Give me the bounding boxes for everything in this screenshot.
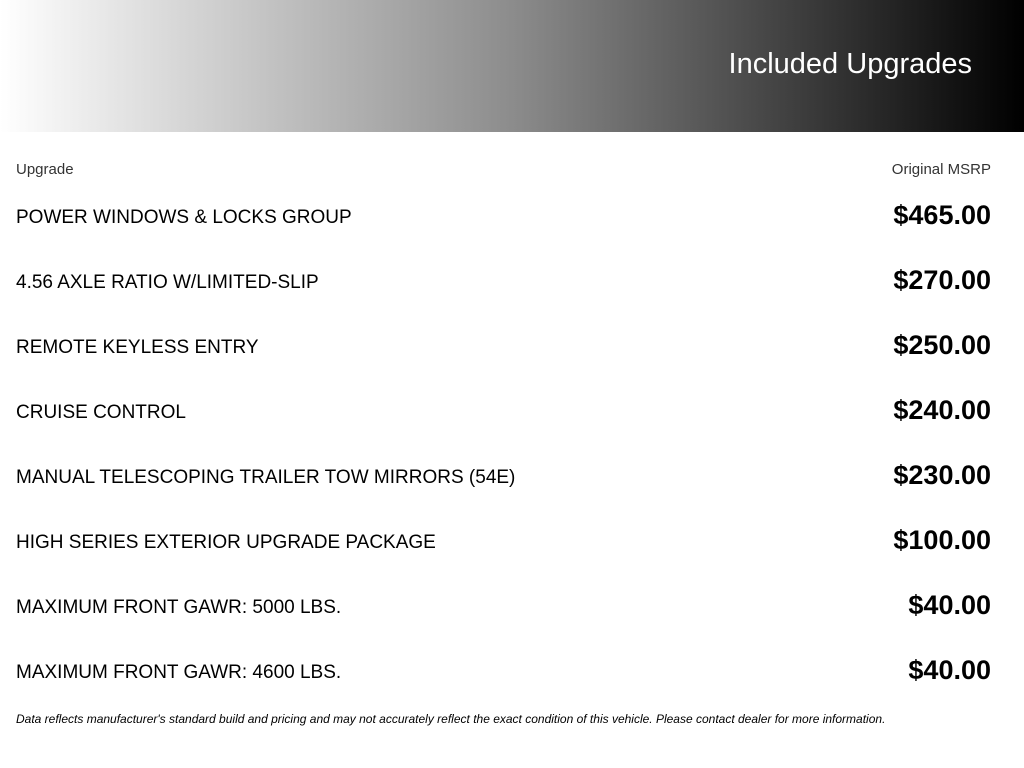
upgrade-name: REMOTE KEYLESS ENTRY <box>16 337 259 358</box>
upgrade-price: $240.00 <box>893 395 991 425</box>
list-item <box>0 445 1024 510</box>
upgrade-name: POWER WINDOWS & LOCKS GROUP <box>16 207 352 228</box>
upgrade-name: MAXIMUM FRONT GAWR: 4600 LBS. <box>16 662 342 683</box>
upgrade-price: $100.00 <box>893 525 991 555</box>
list-item <box>0 315 1024 380</box>
upgrade-name: 4.56 AXLE RATIO W/LIMITED-SLIP <box>16 272 319 293</box>
header-banner <box>0 0 1024 132</box>
upgrade-price: $40.00 <box>908 655 991 685</box>
upgrade-name: MANUAL TELESCOPING TRAILER TOW MIRRORS (54E) <box>16 467 516 488</box>
page-title: Included Upgrades <box>728 48 972 80</box>
upgrade-price: $270.00 <box>893 265 991 295</box>
upgrade-name: CRUISE CONTROL <box>16 402 186 423</box>
disclaimer-text: Data reflects manufacturer's standard build and pricing and may not accurately reflect the exact condition of this vehicle. Please contact dealer for more information. <box>16 712 886 726</box>
upgrade-price: $40.00 <box>908 590 991 620</box>
upgrades-list <box>0 185 1024 705</box>
column-header-msrp: Original MSRP <box>891 161 991 178</box>
upgrade-name: HIGH SERIES EXTERIOR UPGRADE PACKAGE <box>16 532 436 553</box>
list-item <box>0 380 1024 445</box>
upgrade-price: $250.00 <box>893 330 991 360</box>
list-item <box>0 510 1024 575</box>
upgrade-price: $230.00 <box>893 460 991 490</box>
upgrade-name: MAXIMUM FRONT GAWR: 5000 LBS. <box>16 597 342 618</box>
list-item <box>0 185 1024 250</box>
column-header-upgrade: Upgrade <box>16 161 74 178</box>
list-item <box>0 575 1024 640</box>
upgrade-price: $465.00 <box>893 200 991 230</box>
list-item <box>0 250 1024 315</box>
list-item <box>0 640 1024 705</box>
